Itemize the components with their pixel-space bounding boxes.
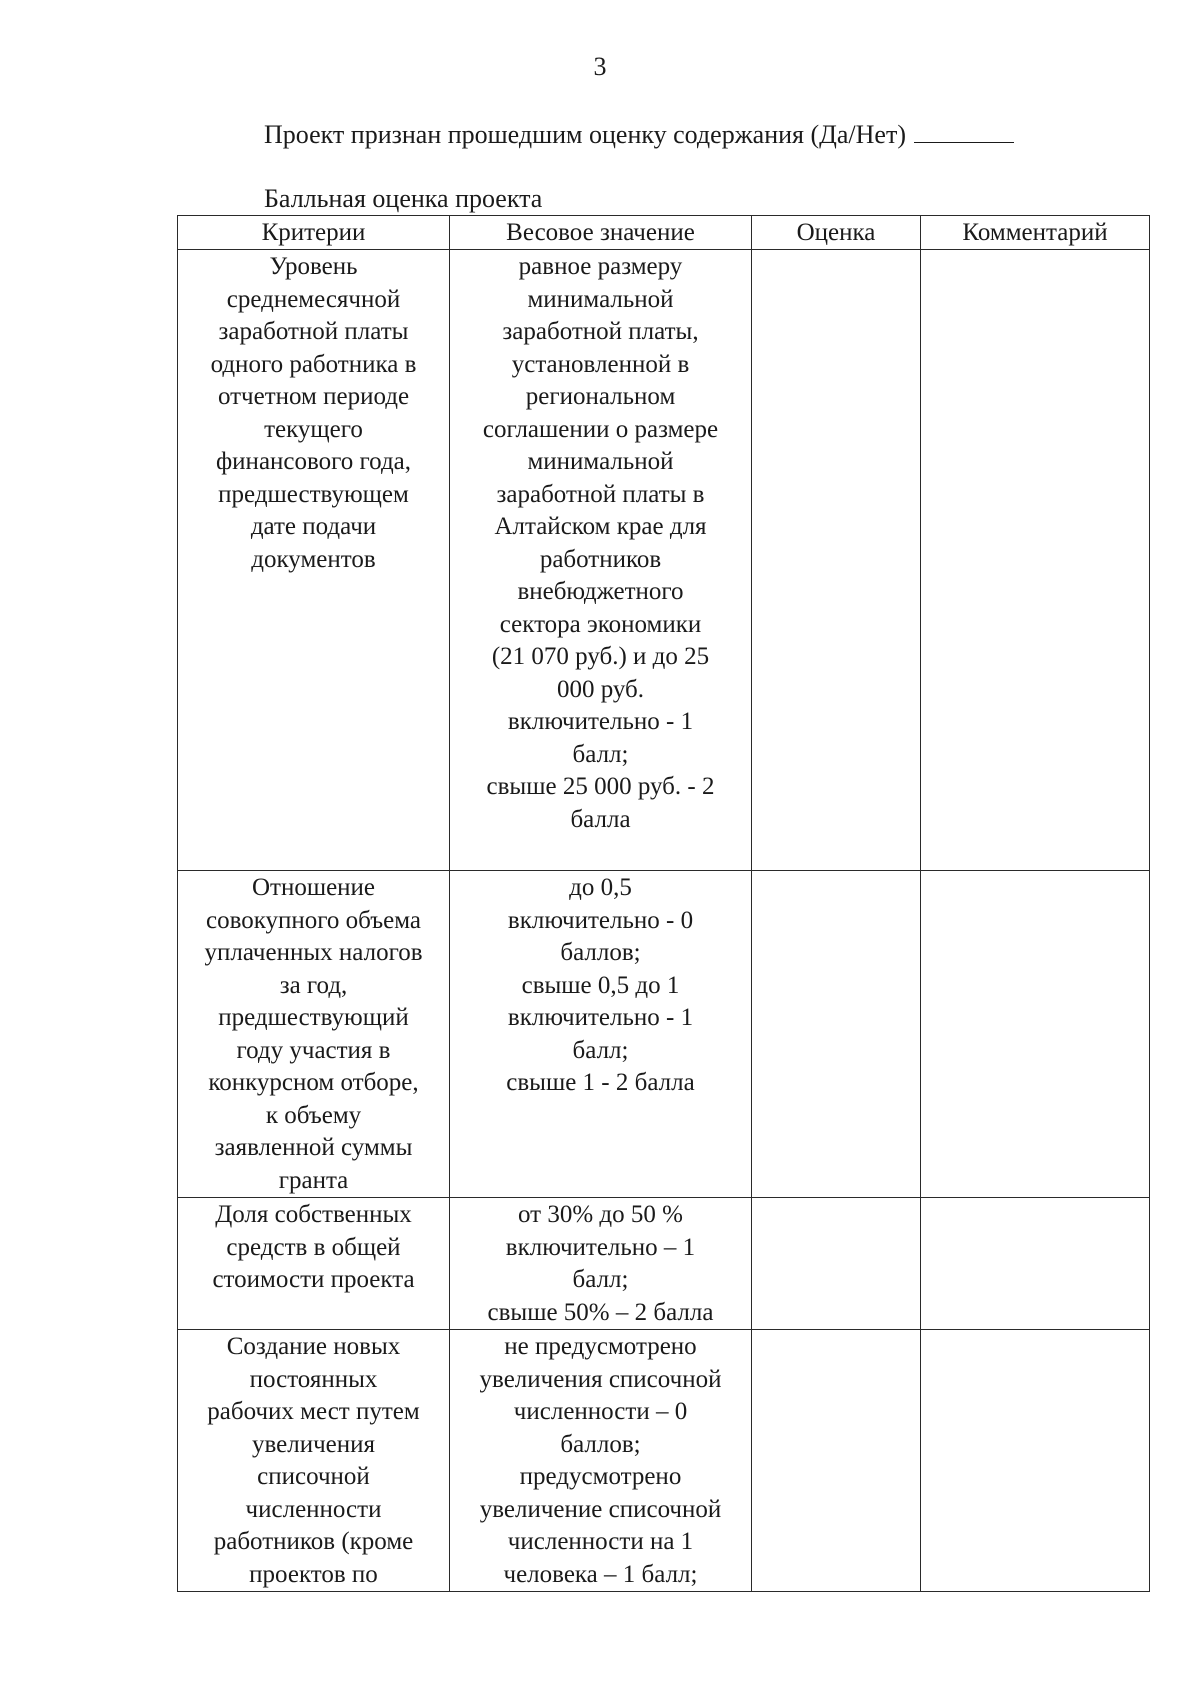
header-criteria: Критерии (178, 216, 450, 250)
table-row (178, 871, 1150, 1198)
weight-cell (450, 250, 752, 871)
status-line (264, 120, 1014, 150)
score-cell[interactable] (752, 1330, 921, 1592)
criterion-cell (178, 1198, 450, 1330)
comment-cell[interactable] (921, 250, 1150, 871)
criterion-cell (178, 250, 450, 871)
criterion-cell (178, 871, 450, 1198)
status-answer-blank[interactable] (914, 120, 1014, 143)
table-row (178, 1198, 1150, 1330)
comment-cell[interactable] (921, 1330, 1150, 1592)
header-weight: Весовое значение (450, 216, 752, 250)
comment-cell[interactable] (921, 871, 1150, 1198)
page-number: 3 (593, 52, 607, 81)
criterion-text: Уровень среднемесячной заработной платы одного работника в отчетном периоде текущего финансового года, предшествующем дате подачи документов (210, 253, 417, 573)
weight-cell (450, 1330, 752, 1592)
score-table (177, 215, 1150, 1592)
criterion-text: Доля собственных средств в общей стоимости проекта (212, 1201, 415, 1293)
weight-text: до 0,5 включительно - 0 баллов; свыше 0,5 до 1 включительно - 1 балл; свыше 1 - 2 балла (506, 874, 695, 1096)
header-comment: Комментарий (921, 216, 1150, 250)
score-cell[interactable] (752, 871, 921, 1198)
criterion-text: Создание новых постоянных рабочих мест путем увеличения списочной численности работников (кроме проектов по (207, 1333, 420, 1588)
weight-text: от 30% до 50 % включительно – 1 балл; свыше 50% – 2 балла (487, 1201, 714, 1326)
weight-text: не предусмотрено увеличения списочной численности – 0 баллов; предусмотрено увеличение списочной численности на 1 человека – 1 балл; (479, 1333, 722, 1588)
weight-cell (450, 1198, 752, 1330)
table-row (178, 250, 1150, 871)
weight-text: равное размеру минимальной заработной платы, установленной в региональном соглашении о размере минимальной заработной платы в Алтайском крае для работников внебюджетного сектора экономики (21 070 руб.) и до 25 000 руб. включительно - 1 балл; свыше 25 000 руб. - 2 балла (482, 253, 719, 833)
table-header-row (178, 216, 1150, 250)
table-row (178, 1330, 1150, 1592)
status-text: Проект признан прошедшим оценку содержания (Да/Нет) (264, 120, 906, 149)
score-cell[interactable] (752, 1198, 921, 1330)
weight-cell (450, 871, 752, 1198)
table-caption: Балльная оценка проекта (264, 184, 543, 213)
comment-cell[interactable] (921, 1198, 1150, 1330)
criterion-cell (178, 1330, 450, 1592)
score-cell[interactable] (752, 250, 921, 871)
criterion-text: Отношение совокупного объема уплаченных налогов за год, предшествующий году участия в конкурсном отборе, к объему заявленной суммы гранта (204, 874, 423, 1194)
header-score: Оценка (752, 216, 921, 250)
